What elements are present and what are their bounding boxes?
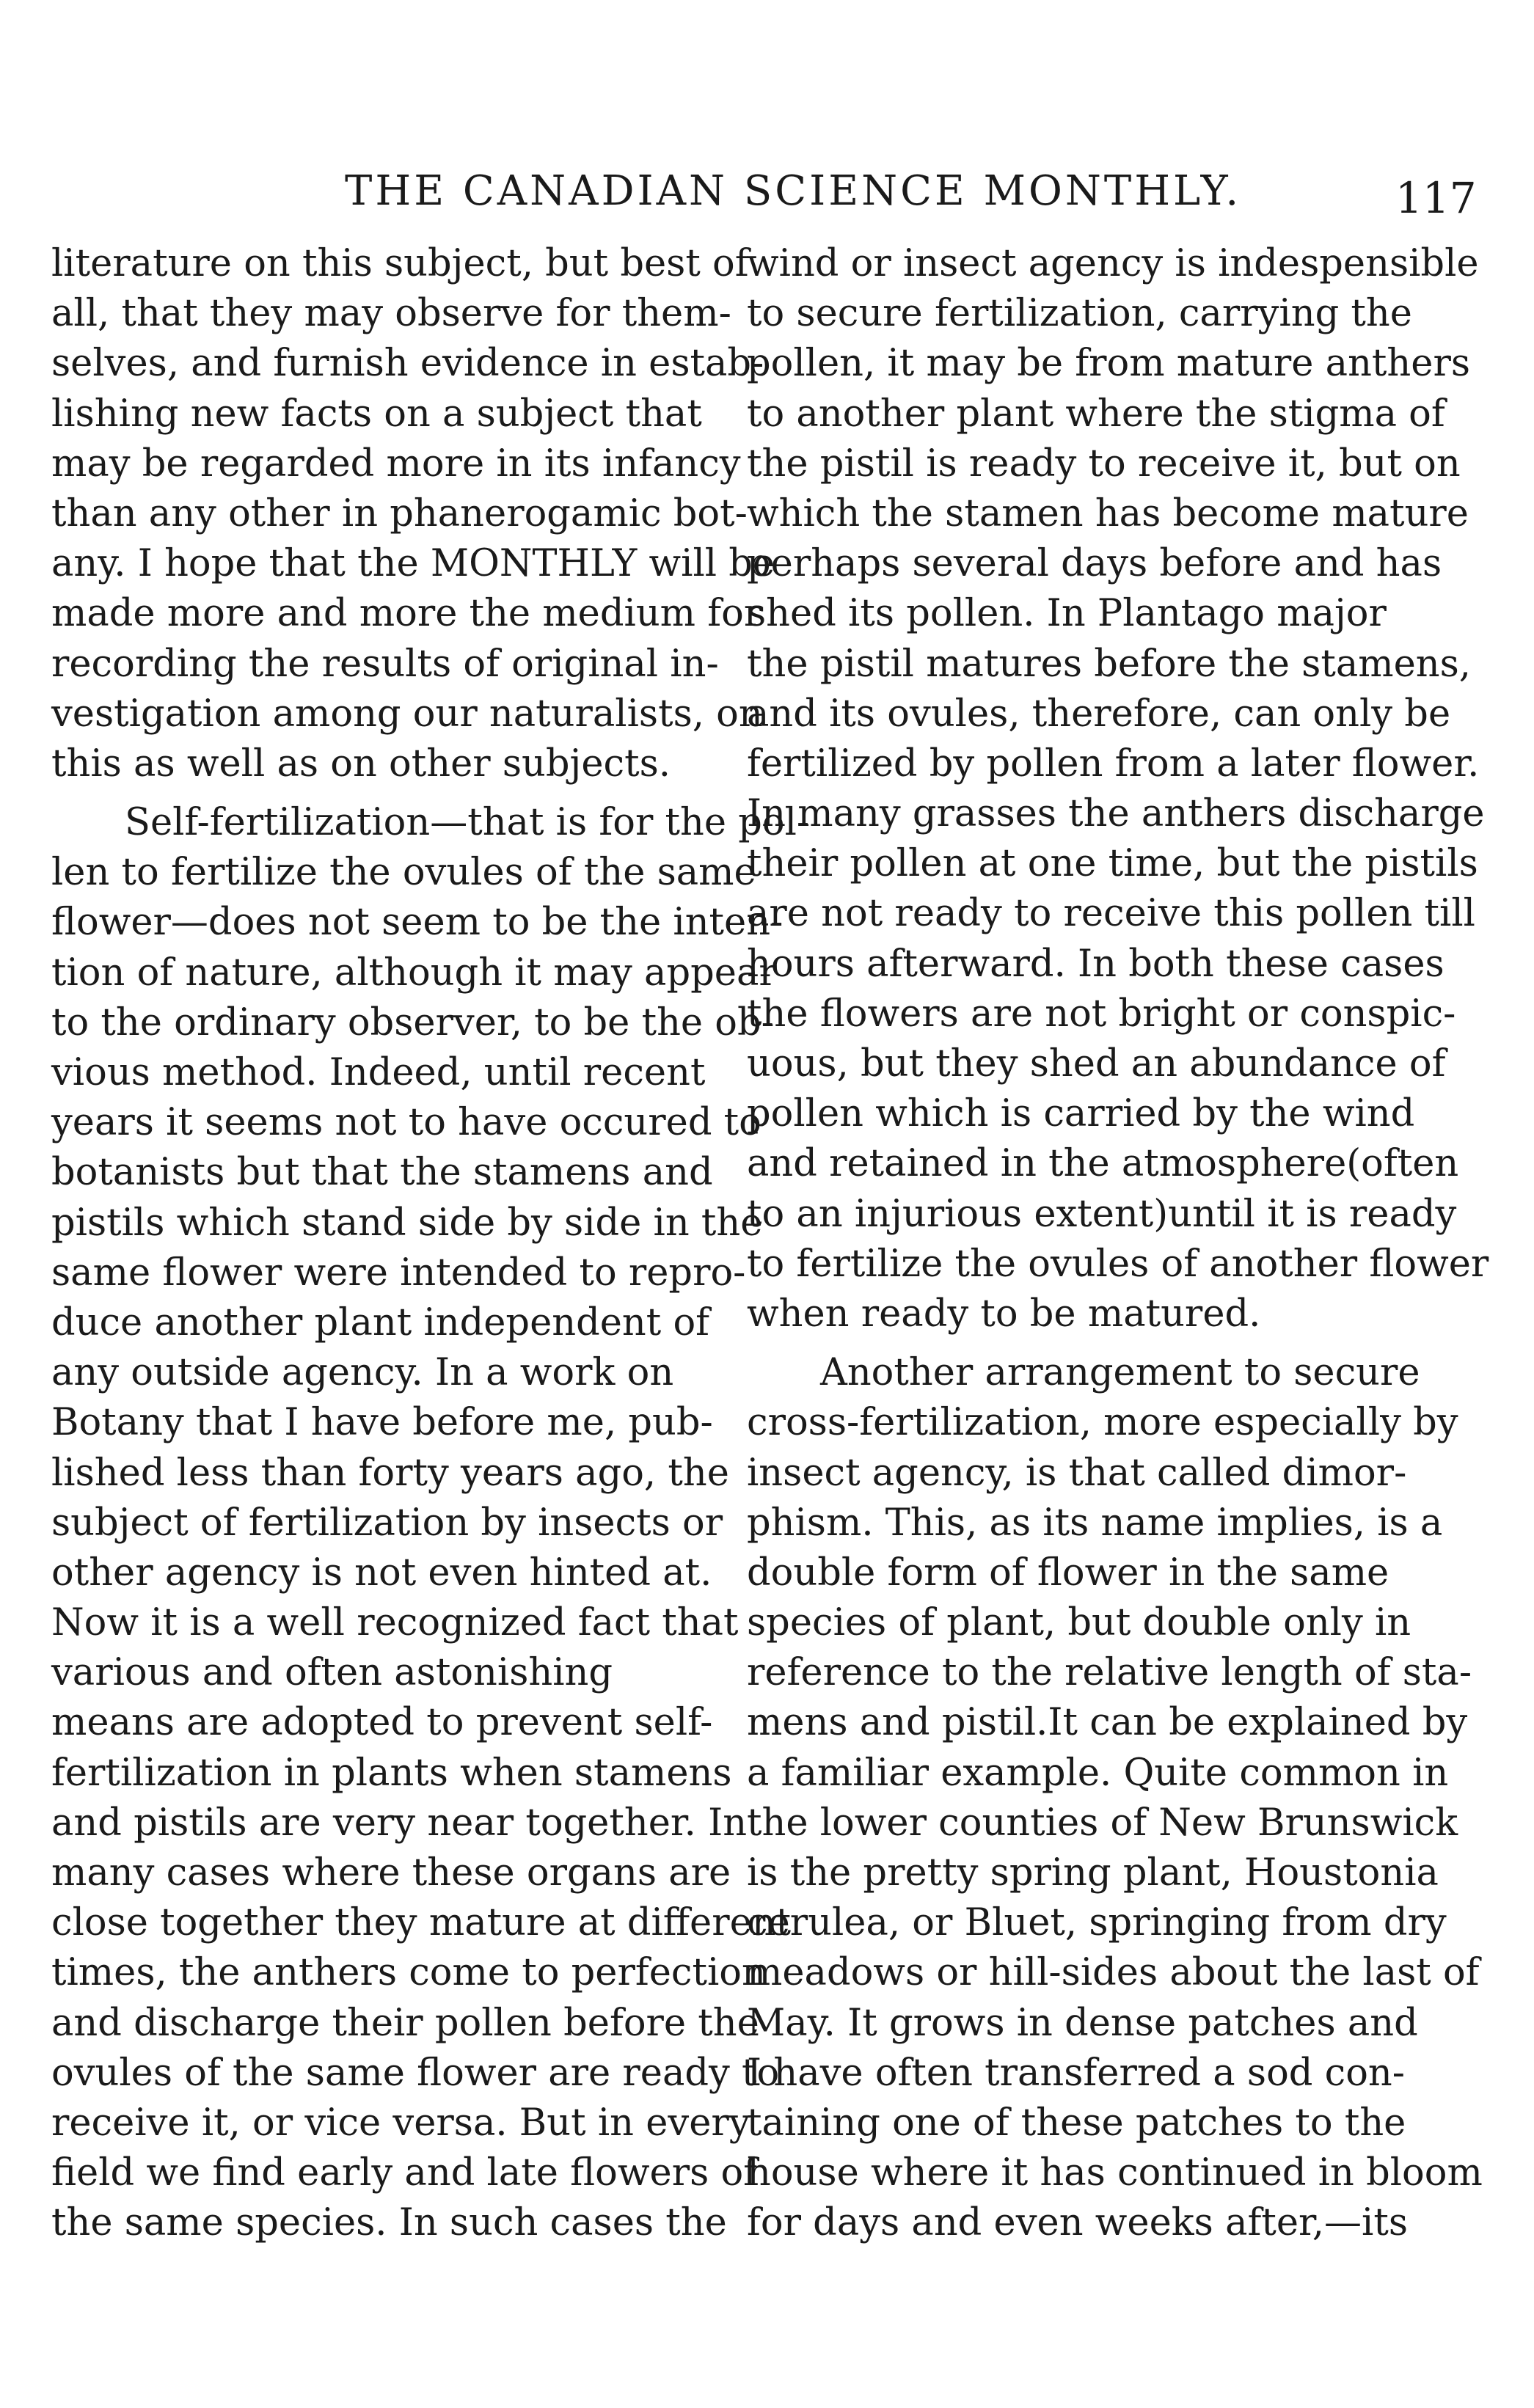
text-line: Botany that I have before me, pub- [51,1401,713,1445]
page-header [0,167,1534,233]
text-line: this as well as on other subjects. [51,742,671,786]
text-line: when ready to be matured. [747,1292,1261,1336]
text-line: to secure fertilization, carrying the [747,292,1412,336]
text-line: Another arrangement to secure [820,1351,1420,1395]
page-number: 117 [1395,173,1477,223]
text-line: and pistils are very near together. In [51,1801,748,1845]
text-line: subject of fertilization by insects or [51,1501,723,1545]
text-line: lishing new facts on a subject that [51,392,702,436]
text-line: ovules of the same flower are ready to [51,2051,780,2095]
text-line: hours afterward. In both these cases [747,942,1444,986]
text-line: to another plant where the stigma of [747,392,1445,436]
text-line: all, that they may observe for them- [51,292,731,336]
text-line: made more and more the medium for [51,592,762,636]
text-line: species of plant, but double only in [747,1601,1411,1645]
text-line: phism. This, as its name implies, is a [747,1501,1443,1545]
text-line: for days and even weeks after,—its [747,2201,1408,2245]
text-line: meadows or hill-sides about the last of [747,1951,1480,1995]
text-line: double form of flower in the same [747,1551,1389,1595]
text-line: years it seems not to have occured to [51,1101,761,1145]
text-line: many cases where these organs are [51,1851,731,1895]
text-line: are not ready to receive this pollen till [747,892,1475,936]
text-line: to an injurious extent)until it is ready [747,1192,1457,1236]
text-line: shed its pollen. In Plantago major [747,592,1387,636]
text-line: uous, but they shed an abundance of [747,1042,1446,1086]
left-column [51,239,810,2352]
text-line: flower—does not seem to be the inten- [51,901,784,945]
text-line: means are adopted to prevent self- [51,1701,713,1745]
text-line: the pistil is ready to receive it, but on [747,442,1461,486]
text-line: In many grasses the anthers discharge [747,792,1485,836]
text-line: which the stamen has become mature [747,491,1469,535]
text-line: may be regarded more in its infancy [51,442,741,486]
paragraph-gap [747,1339,1422,1348]
text-line: vestigation among our naturalists, on [51,692,763,736]
text-line: and its ovules, therefore, can only be [747,692,1451,736]
text-line: a familiar example. Quite common in [747,1751,1449,1795]
running-title: THE CANADIAN SCIENCE MONTHLY. [345,167,1242,215]
text-line: various and often astonishing [51,1651,613,1695]
text-line: to fertilize the ovules of another flower [747,1242,1489,1286]
text-line: May. It grows in dense patches and [747,2001,1418,2045]
text-line: the same species. In such cases the [51,2201,727,2245]
text-line: than any other in phanerogamic bot- [51,491,748,535]
text-line: other agency is not even hinted at. [51,1551,712,1595]
text-line: cerulea, or Bluet, springing from dry [747,1901,1447,1945]
text-line: any outside agency. In a work on [51,1351,674,1395]
text-line: insect agency, is that called dimor- [747,1451,1407,1495]
text-line: I have often transferred a sod con- [747,2051,1405,2095]
text-line: Now it is a well recognized fact that [51,1601,739,1645]
text-line: wind or insect agency is indespensible [747,242,1479,285]
text-line: perhaps several days before and has [747,542,1442,586]
text-line: their pollen at one time, but the pistils [747,842,1478,886]
text-line: to the ordinary observer, to be the ob- [51,1000,774,1044]
text-line: reference to the relative length of sta- [747,1651,1472,1695]
text-line: mens and pistil.It can be explained by [747,1701,1468,1745]
text-line: fertilization in plants when stamens [51,1751,732,1795]
text-line: the lower counties of New Brunswick [747,1801,1458,1845]
text-line: duce another plant independent of [51,1300,710,1344]
text-line: the flowers are not bright or conspic- [747,992,1456,1036]
text-line: lished less than forty years ago, the [51,1451,729,1495]
text-line: Self-fertilization—that is for the pol- [125,801,810,845]
text-line: literature on this subject, but best of [51,242,749,285]
text-line: vious method. Indeed, until recent [51,1051,706,1094]
text-line: cross-fertilization, more especially by [747,1401,1458,1445]
text-line: times, the anthers come to perfection [51,1951,766,1995]
text-line: recording the results of original in- [51,642,719,686]
text-line: fertilized by pollen from a later flower. [747,742,1480,786]
text-line: and discharge their pollen before the [51,2001,759,2045]
text-line: the pistil matures before the stamens, [747,642,1472,686]
text-line: any. I hope that the MONTHLY will be [51,542,775,586]
text-line: close together they mature at different [51,1901,792,1945]
text-line: same flower were intended to repro- [51,1251,746,1295]
text-line: pollen, it may be from mature anthers [747,342,1471,386]
text-line: is the pretty spring plant, Houstonia [747,1851,1439,1895]
right-column [747,239,1489,2352]
text-line: pollen which is carried by the wind [747,1092,1415,1136]
text-line: tion of nature, although it may appear [51,951,777,995]
text-line: house where it has continued in bloom [747,2151,1483,2195]
text-line: len to fertilize the ovules of the same [51,851,756,895]
text-line: receive it, or vice versa. But in every [51,2101,750,2145]
text-line: field we find early and late flowers of [51,2151,758,2195]
text-line: taining one of these patches to the [747,2101,1406,2145]
text-line: and retained in the atmosphere(often [747,1142,1459,1186]
text-line: pistils which stand side by side in the [51,1201,763,1245]
text-line: botanists but that the stamens and [51,1151,713,1195]
text-line: selves, and furnish evidence in estab- [51,342,764,386]
paragraph-gap [51,789,726,798]
